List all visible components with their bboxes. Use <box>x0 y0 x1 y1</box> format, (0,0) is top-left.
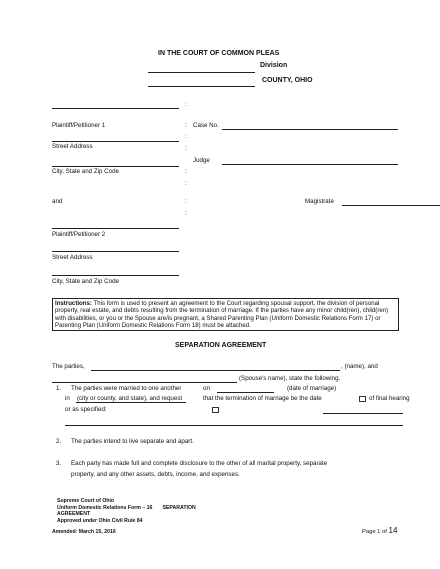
and-label: and <box>52 198 63 205</box>
final-hearing-checkbox[interactable] <box>359 396 366 402</box>
item3-number: 3. <box>56 460 62 467</box>
county-line[interactable] <box>148 86 255 87</box>
page-label: Page <box>362 529 376 535</box>
of-label: of <box>382 529 387 535</box>
page-indicator <box>362 526 397 535</box>
plaintiff1-line[interactable] <box>52 141 179 142</box>
judge-field[interactable] <box>222 164 398 165</box>
city1-label: City, State and Zip Code <box>52 168 119 175</box>
instructions-box <box>52 298 399 331</box>
spouse-label: (Spouse's name), state the following. <box>239 375 341 382</box>
colon: : <box>185 122 187 129</box>
item1-text: The parties were married to one another <box>71 385 182 392</box>
marriage-date-field[interactable] <box>217 392 274 393</box>
specified-date-field[interactable] <box>323 413 403 414</box>
judge-label: Judge <box>193 157 210 164</box>
case-no-field[interactable] <box>222 129 398 130</box>
footer-line1: Supreme Court of Ohio <box>57 498 115 504</box>
item1-that: that the termination of marriage be the date <box>203 395 322 402</box>
marriage-place-field[interactable] <box>76 402 186 403</box>
page-total: 14 <box>388 526 398 535</box>
instructions-label: Instructions: <box>55 300 92 307</box>
instructions-text: This form is used to present an agreement to the Court regarding spousal support, the division of personal property, real estate, and debts resulting from the termination of marriage. If the parties have any minor child(ren), child(ren) with disabilities, or you or the Spouse are/is pregnant, a Shared Parenting Plan (Uniform Domestic Relations Form 17) or Parenting Plan (Uniform Domestic Relations Form 18) must be attached. <box>55 300 389 329</box>
street1-label: Street Address <box>52 143 93 150</box>
colon: : <box>185 145 187 152</box>
name-label: , (name), and <box>341 363 378 370</box>
colon: : <box>185 180 187 187</box>
division-label: Division <box>260 62 288 69</box>
city2-label: City, State and Zip Code <box>52 278 119 285</box>
street1-line[interactable] <box>52 166 179 167</box>
footer-line3: AGREEMENT <box>57 511 91 517</box>
magistrate-label: Magistrate <box>305 198 334 205</box>
colon: : <box>185 168 187 175</box>
colon: : <box>185 198 187 205</box>
colon: : <box>185 101 187 108</box>
item3-line2: property, and any other assets, debts, income, and expenses. <box>71 471 240 478</box>
division-line[interactable] <box>148 72 255 73</box>
as-specified-checkbox[interactable] <box>212 407 219 413</box>
spouse-name-field[interactable] <box>52 382 237 383</box>
footer-line4: Approved under Ohio Civil Rule 84 <box>57 517 143 524</box>
colon: : <box>185 133 187 140</box>
street2-label: Street Address <box>52 254 93 261</box>
item2-number: 2. <box>56 438 62 445</box>
street2-line[interactable] <box>52 275 179 276</box>
plaintiff2-label: Plaintiff/Petitioner 2 <box>52 231 106 238</box>
item1-in: in <box>65 395 70 402</box>
item1-date-label: (date of marriage) <box>287 385 337 392</box>
plaintiff2-line[interactable] <box>52 251 179 252</box>
item1-final: of final hearing <box>369 395 410 402</box>
item1-number: 1. <box>56 385 62 392</box>
item3-line1: Each party has made full and complete disclosure to the other of all marital property, separate <box>71 460 328 467</box>
agreement-title: SEPARATION AGREEMENT <box>175 342 267 349</box>
caption-top-line[interactable] <box>52 108 179 109</box>
magistrate-field[interactable] <box>342 205 440 206</box>
court-title: IN THE COURT OF COMMON PLEAS <box>158 50 280 57</box>
parties-label: The parties, <box>52 363 85 370</box>
case-no-label: Case No. <box>193 122 219 129</box>
party-name-field[interactable] <box>91 370 340 371</box>
plaintiff1-label: Plaintiff/Petitioner 1 <box>52 122 106 129</box>
plaintiff2-line-top[interactable] <box>52 228 179 229</box>
item1-city-label: (city or county, and state), and request <box>77 395 183 402</box>
footer-block <box>57 498 196 524</box>
item1-on: on <box>203 385 210 392</box>
page-number: 1 <box>377 529 381 535</box>
footer-line2: Uniform Domestic Relations Form – 16 SEPARATION <box>57 504 196 511</box>
colon: : <box>185 210 187 217</box>
specified-line[interactable] <box>65 425 403 426</box>
item2-text: The parties intend to live separate and apart. <box>71 438 194 445</box>
item1-or: or as specified: <box>65 406 107 413</box>
amended-date: Amended: March 15, 2016 <box>52 529 116 535</box>
county-label: COUNTY, OHIO <box>262 77 313 84</box>
